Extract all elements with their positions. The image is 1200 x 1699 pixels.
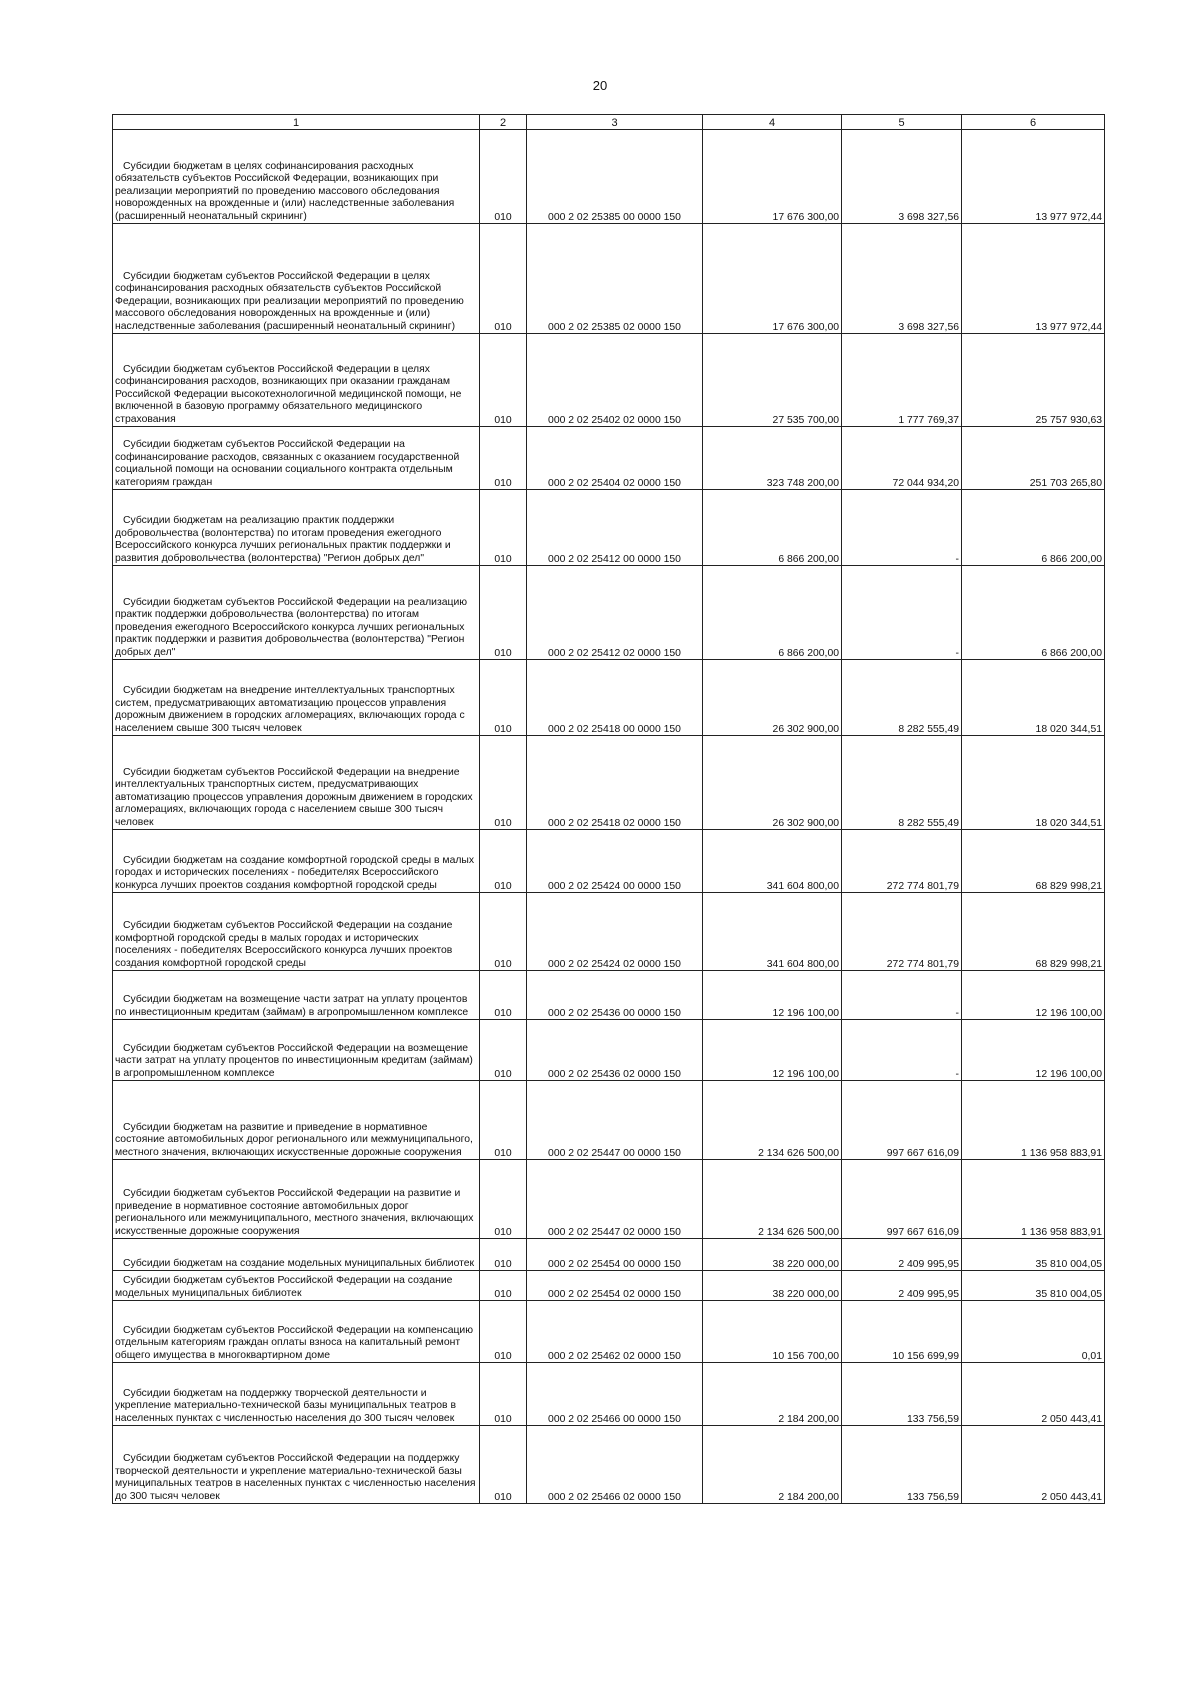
row-line-code: 010 bbox=[480, 490, 527, 566]
row-remaining-amount: 18 020 344,51 bbox=[962, 660, 1105, 736]
row-remaining-amount: 2 050 443,41 bbox=[962, 1426, 1105, 1504]
row-remaining-amount: 35 810 004,05 bbox=[962, 1239, 1105, 1271]
row-description: Субсидии бюджетам субъектов Российской Федерации на создание модельных муниципальных библиотек bbox=[113, 1271, 480, 1301]
row-remaining-amount: 6 866 200,00 bbox=[962, 490, 1105, 566]
page-number: 20 bbox=[592, 78, 608, 93]
table-row bbox=[113, 490, 1105, 566]
row-approved-amount: 26 302 900,00 bbox=[703, 736, 842, 830]
row-approved-amount: 6 866 200,00 bbox=[703, 490, 842, 566]
row-budget-code: 000 2 02 25385 02 0000 150 bbox=[527, 224, 703, 334]
row-description: Субсидии бюджетам субъектов Российской Федерации на возмещение части затрат на уплату процентов по инвестиционным кредитам (займам) в агропромышленном комплексе bbox=[113, 1020, 480, 1081]
column-header-4: 4 bbox=[703, 115, 842, 130]
column-header-3: 3 bbox=[527, 115, 703, 130]
table-row bbox=[113, 1160, 1105, 1239]
row-budget-code: 000 2 02 25436 00 0000 150 bbox=[527, 971, 703, 1020]
row-budget-code: 000 2 02 25412 00 0000 150 bbox=[527, 490, 703, 566]
row-executed-amount: - bbox=[842, 566, 962, 660]
row-remaining-amount: 2 050 443,41 bbox=[962, 1363, 1105, 1426]
row-line-code: 010 bbox=[480, 427, 527, 490]
row-approved-amount: 38 220 000,00 bbox=[703, 1239, 842, 1271]
row-approved-amount: 17 676 300,00 bbox=[703, 224, 842, 334]
row-approved-amount: 341 604 800,00 bbox=[703, 830, 842, 893]
row-approved-amount: 12 196 100,00 bbox=[703, 971, 842, 1020]
row-remaining-amount: 18 020 344,51 bbox=[962, 736, 1105, 830]
table-row bbox=[113, 1271, 1105, 1301]
table-row bbox=[113, 1081, 1105, 1160]
row-budget-code: 000 2 02 25466 00 0000 150 bbox=[527, 1363, 703, 1426]
row-description: Субсидии бюджетам на развитие и приведение в нормативное состояние автомобильных дорог регионального или межмуниципального, местного значения, включающих искусственные дорожные сооружения bbox=[113, 1081, 480, 1160]
row-line-code: 010 bbox=[480, 566, 527, 660]
row-line-code: 010 bbox=[480, 1160, 527, 1239]
row-budget-code: 000 2 02 25424 02 0000 150 bbox=[527, 893, 703, 971]
row-remaining-amount: 0,01 bbox=[962, 1301, 1105, 1363]
row-description: Субсидии бюджетам субъектов Российской Федерации на поддержку творческой деятельности и укрепление материально-технической базы муниципальных театров в населенных пунктах с численностью населения до 300 тысяч человек bbox=[113, 1426, 480, 1504]
row-approved-amount: 2 134 626 500,00 bbox=[703, 1160, 842, 1239]
row-executed-amount: 10 156 699,99 bbox=[842, 1301, 962, 1363]
table-row bbox=[113, 1363, 1105, 1426]
row-approved-amount: 341 604 800,00 bbox=[703, 893, 842, 971]
row-executed-amount: 8 282 555,49 bbox=[842, 736, 962, 830]
table-row bbox=[113, 224, 1105, 334]
row-remaining-amount: 12 196 100,00 bbox=[962, 1020, 1105, 1081]
row-description: Субсидии бюджетам субъектов Российской Федерации на реализацию практик поддержки добровольчества (волонтерства) по итогам проведения ежегодного Всероссийского конкурса лучших региональных практик поддержки и развития добровольчества (волонтерства) "Регион добрых дел" bbox=[113, 566, 480, 660]
row-remaining-amount: 68 829 998,21 bbox=[962, 893, 1105, 971]
row-description: Субсидии бюджетам на возмещение части затрат на уплату процентов по инвестиционным кредитам (займам) в агропромышленном комплексе bbox=[113, 971, 480, 1020]
table-row bbox=[113, 334, 1105, 427]
row-line-code: 010 bbox=[480, 1020, 527, 1081]
row-description: Субсидии бюджетам субъектов Российской Федерации на создание комфортной городской среды в малых городах и исторических поселениях - победителях Всероссийского конкурса лучших проектов создания комфортной городской среды bbox=[113, 893, 480, 971]
row-line-code: 010 bbox=[480, 130, 527, 224]
column-header-5: 5 bbox=[842, 115, 962, 130]
row-line-code: 010 bbox=[480, 224, 527, 334]
row-executed-amount: 133 756,59 bbox=[842, 1426, 962, 1504]
row-line-code: 010 bbox=[480, 971, 527, 1020]
row-approved-amount: 323 748 200,00 bbox=[703, 427, 842, 490]
row-description: Субсидии бюджетам на создание комфортной городской среды в малых городах и исторических поселениях - победителях Всероссийского конкурса лучших проектов создания комфортной городской среды bbox=[113, 830, 480, 893]
row-executed-amount: 997 667 616,09 bbox=[842, 1081, 962, 1160]
table-row bbox=[113, 427, 1105, 490]
row-budget-code: 000 2 02 25462 02 0000 150 bbox=[527, 1301, 703, 1363]
table-row bbox=[113, 566, 1105, 660]
row-remaining-amount: 25 757 930,63 bbox=[962, 334, 1105, 427]
row-description: Субсидии бюджетам субъектов Российской Федерации на развитие и приведение в нормативное состояние автомобильных дорог регионального или межмуниципального, местного значения, включающих искусственные дорожные сооружения bbox=[113, 1160, 480, 1239]
budget-table bbox=[112, 114, 1105, 1504]
row-budget-code: 000 2 02 25402 02 0000 150 bbox=[527, 334, 703, 427]
table-row bbox=[113, 1239, 1105, 1271]
table-row bbox=[113, 736, 1105, 830]
row-approved-amount: 6 866 200,00 bbox=[703, 566, 842, 660]
row-approved-amount: 12 196 100,00 bbox=[703, 1020, 842, 1081]
row-approved-amount: 2 184 200,00 bbox=[703, 1426, 842, 1504]
row-budget-code: 000 2 02 25412 02 0000 150 bbox=[527, 566, 703, 660]
row-executed-amount: 997 667 616,09 bbox=[842, 1160, 962, 1239]
row-description: Субсидии бюджетам на внедрение интеллектуальных транспортных систем, предусматривающих автоматизацию процессов управления дорожным движением в городских агломерациях, включающих города с населением свыше 300 тысяч человек bbox=[113, 660, 480, 736]
row-approved-amount: 17 676 300,00 bbox=[703, 130, 842, 224]
row-executed-amount: 133 756,59 bbox=[842, 1363, 962, 1426]
row-description: Субсидии бюджетам субъектов Российской Федерации на внедрение интеллектуальных транспортных систем, предусматривающих автоматизацию процессов управления дорожным движением в городских агломерациях, включающих города с населением свыше 300 тысяч человек bbox=[113, 736, 480, 830]
row-executed-amount: 1 777 769,37 bbox=[842, 334, 962, 427]
table-row bbox=[113, 971, 1105, 1020]
row-approved-amount: 2 184 200,00 bbox=[703, 1363, 842, 1426]
row-description: Субсидии бюджетам субъектов Российской Федерации в целях софинансирования расходов, возникающих при оказании гражданам Российской Федерации высокотехнологичной медицинской помощи, не включенной в базовую программу обязательного медицинского страхования bbox=[113, 334, 480, 427]
row-executed-amount: 3 698 327,56 bbox=[842, 224, 962, 334]
row-description: Субсидии бюджетам на реализацию практик поддержки добровольчества (волонтерства) по итогам проведения ежегодного Всероссийского конкурса лучших региональных практик поддержки и развития добровольчества (волонтерства) "Регион добрых дел" bbox=[113, 490, 480, 566]
row-line-code: 010 bbox=[480, 736, 527, 830]
row-approved-amount: 27 535 700,00 bbox=[703, 334, 842, 427]
row-description: Субсидии бюджетам в целях софинансирования расходных обязательств субъектов Российской Федерации, возникающих при реализации мероприятий по проведению массового обследования новорожденных на врожденные и (или) наследственные заболевания (расширенный неонатальный скрининг) bbox=[113, 130, 480, 224]
row-approved-amount: 10 156 700,00 bbox=[703, 1301, 842, 1363]
row-remaining-amount: 13 977 972,44 bbox=[962, 130, 1105, 224]
row-remaining-amount: 13 977 972,44 bbox=[962, 224, 1105, 334]
row-budget-code: 000 2 02 25454 02 0000 150 bbox=[527, 1271, 703, 1301]
row-description: Субсидии бюджетам субъектов Российской Федерации на компенсацию отдельным категориям граждан оплаты взноса на капитальный ремонт общего имущества в многоквартирном доме bbox=[113, 1301, 480, 1363]
row-budget-code: 000 2 02 25447 00 0000 150 bbox=[527, 1081, 703, 1160]
row-budget-code: 000 2 02 25436 02 0000 150 bbox=[527, 1020, 703, 1081]
table-row bbox=[113, 893, 1105, 971]
row-budget-code: 000 2 02 25454 00 0000 150 bbox=[527, 1239, 703, 1271]
row-executed-amount: - bbox=[842, 490, 962, 566]
row-remaining-amount: 1 136 958 883,91 bbox=[962, 1081, 1105, 1160]
table-row bbox=[113, 1301, 1105, 1363]
row-executed-amount: 8 282 555,49 bbox=[842, 660, 962, 736]
row-executed-amount: 72 044 934,20 bbox=[842, 427, 962, 490]
row-description: Субсидии бюджетам субъектов Российской Федерации в целях софинансирования расходных обязательств субъектов Российской Федерации, возникающих при реализации мероприятий по проведению массового обследования новорожденных на врожденные и (или) наследственные заболевания (расширенный неонатальный скрининг) bbox=[113, 224, 480, 334]
column-header-2: 2 bbox=[480, 115, 527, 130]
row-executed-amount: 272 774 801,79 bbox=[842, 830, 962, 893]
column-number-row bbox=[113, 115, 1105, 130]
row-budget-code: 000 2 02 25447 02 0000 150 bbox=[527, 1160, 703, 1239]
row-remaining-amount: 68 829 998,21 bbox=[962, 830, 1105, 893]
row-budget-code: 000 2 02 25385 00 0000 150 bbox=[527, 130, 703, 224]
row-remaining-amount: 1 136 958 883,91 bbox=[962, 1160, 1105, 1239]
row-budget-code: 000 2 02 25418 02 0000 150 bbox=[527, 736, 703, 830]
row-description: Субсидии бюджетам субъектов Российской Федерации на софинансирование расходов, связанных с оказанием государственной социальной помощи на основании социального контракта отдельным категориям граждан bbox=[113, 427, 480, 490]
table-row bbox=[113, 1426, 1105, 1504]
row-line-code: 010 bbox=[480, 1301, 527, 1363]
row-budget-code: 000 2 02 25466 02 0000 150 bbox=[527, 1426, 703, 1504]
row-line-code: 010 bbox=[480, 1239, 527, 1271]
row-approved-amount: 38 220 000,00 bbox=[703, 1271, 842, 1301]
table-row bbox=[113, 830, 1105, 893]
row-remaining-amount: 12 196 100,00 bbox=[962, 971, 1105, 1020]
table-row bbox=[113, 1020, 1105, 1081]
row-executed-amount: 3 698 327,56 bbox=[842, 130, 962, 224]
row-budget-code: 000 2 02 25424 00 0000 150 bbox=[527, 830, 703, 893]
row-description: Субсидии бюджетам на поддержку творческой деятельности и укрепление материально-технической базы муниципальных театров в населенных пунктах с численностью населения до 300 тысяч человек bbox=[113, 1363, 480, 1426]
row-approved-amount: 26 302 900,00 bbox=[703, 660, 842, 736]
column-header-6: 6 bbox=[962, 115, 1105, 130]
row-approved-amount: 2 134 626 500,00 bbox=[703, 1081, 842, 1160]
row-executed-amount: 272 774 801,79 bbox=[842, 893, 962, 971]
row-line-code: 010 bbox=[480, 1426, 527, 1504]
row-executed-amount: - bbox=[842, 971, 962, 1020]
row-line-code: 010 bbox=[480, 1081, 527, 1160]
row-executed-amount: - bbox=[842, 1020, 962, 1081]
row-remaining-amount: 251 703 265,80 bbox=[962, 427, 1105, 490]
row-line-code: 010 bbox=[480, 830, 527, 893]
row-line-code: 010 bbox=[480, 660, 527, 736]
row-line-code: 010 bbox=[480, 1271, 527, 1301]
table-body bbox=[113, 130, 1105, 1504]
row-description: Субсидии бюджетам на создание модельных муниципальных библиотек bbox=[113, 1239, 480, 1271]
row-line-code: 010 bbox=[480, 893, 527, 971]
column-header-1: 1 bbox=[113, 115, 480, 130]
row-remaining-amount: 6 866 200,00 bbox=[962, 566, 1105, 660]
table-row bbox=[113, 130, 1105, 224]
row-budget-code: 000 2 02 25404 02 0000 150 bbox=[527, 427, 703, 490]
table-row bbox=[113, 660, 1105, 736]
row-budget-code: 000 2 02 25418 00 0000 150 bbox=[527, 660, 703, 736]
row-executed-amount: 2 409 995,95 bbox=[842, 1271, 962, 1301]
row-executed-amount: 2 409 995,95 bbox=[842, 1239, 962, 1271]
row-line-code: 010 bbox=[480, 334, 527, 427]
row-line-code: 010 bbox=[480, 1363, 527, 1426]
row-remaining-amount: 35 810 004,05 bbox=[962, 1271, 1105, 1301]
